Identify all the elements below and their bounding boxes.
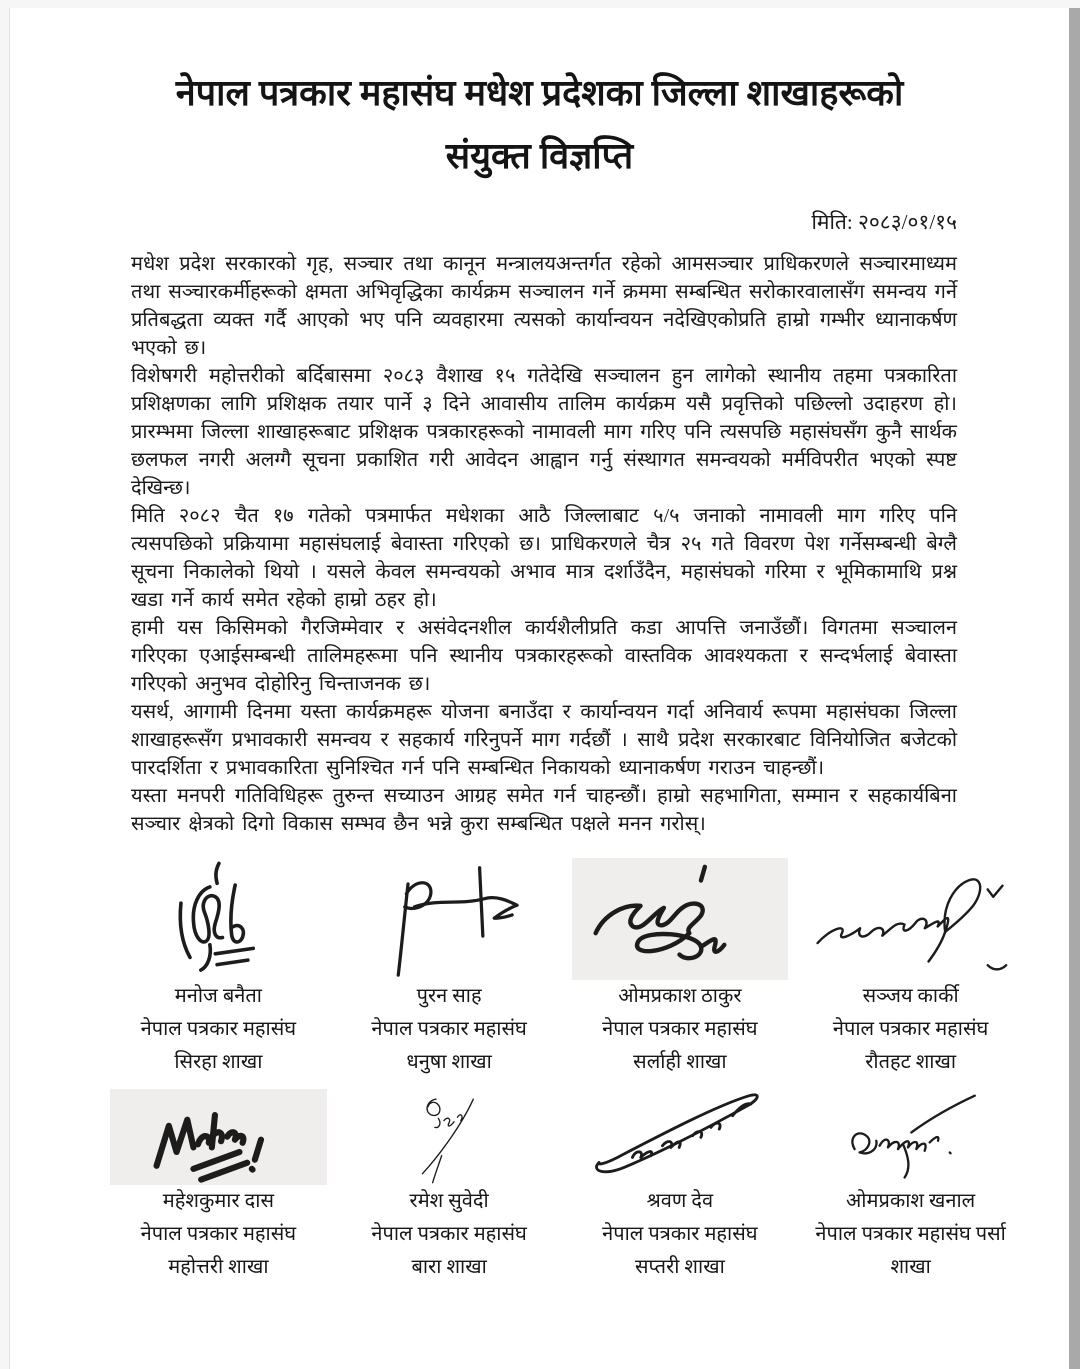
signatory-name: ओमप्रकाश ठाकुर [618,985,742,1007]
signatory-org: नेपाल पत्रकार महासंघ [602,1223,758,1245]
signatory-name: ओमप्रकाश खनाल [846,1190,976,1212]
signatory-name: महेशकुमार दास [162,1190,274,1212]
signatory-org: नेपाल पत्रकार महासंघ [832,1018,989,1040]
press-release-page [9,8,1069,1369]
signatory-block-sanjay-karki [802,858,1019,1079]
signatory-block-omprakash-thakur [572,858,789,1079]
signatory-branch: बारा शाखा [411,1256,487,1278]
signatory-block-manoj-baneita [110,858,327,1079]
viewer-top-margin [0,0,1080,8]
signature-section [110,858,1019,1284]
title-line-1: नेपाल पत्रकार महासंघ मधेश प्रदेशका जिल्ला शाखाहरूको [175,73,904,113]
signature-image-omprakash-thakur [572,858,789,980]
signatory-name: रमेश सुवेदी [409,1190,489,1212]
signatory-branch: धनुषा शाखा [406,1051,492,1073]
signatory-block-shravan-dev [572,1089,789,1284]
signatory-name: सञ्जय कार्की [862,985,959,1007]
paragraph-3: मिति २०८२ चैत १७ गतेको पत्रमार्फत मधेशका आठै जिल्लाबाट ५/५ जनाको नामावली माग गरिए पनि त्यसपछिको प्रक्रियामा महासंघलाई बेवास्ता गरिएको छ। प्राधिकरणले चैत्र २५ गते विवरण पेश गर्नेसम्बन्धी बेग्लै सूचना निकालेको थियो । यसले केवल समन्वयको अभाव मात्र दर्शाउँदैन, महासंघको गरिमा र भूमिकामाथि प्रश्न खडा गर्ने कार्य समेत रहेको हाम्रो ठहर हो। [131,505,957,611]
signatory-branch: सिरहा शाखा [174,1051,263,1073]
signature-image-sanjay-karki [802,858,1019,980]
signatory-block-maheshkumar-das [110,1089,327,1284]
signatory-branch: महोत्तरी शाखा [168,1256,269,1278]
signature-image-omprakash-khanal [802,1089,1019,1185]
page-title [50,62,1029,188]
signature-image-shravan-dev [572,1089,789,1185]
signatory-org: नेपाल पत्रकार महासंघ [140,1223,297,1245]
signatory-org: नेपाल पत्रकार महासंघ [371,1223,527,1245]
signatory-branch: सर्लाही शाखा [633,1051,727,1073]
signature-image-manoj-baneita [110,858,327,980]
viewer-left-margin [0,8,9,1369]
vertical-scrollbar[interactable] [1069,8,1080,1369]
signatory-name: मनोज बनैता [174,985,262,1007]
signatory-org: नेपाल पत्रकार महासंघ [602,1018,758,1040]
signatory-org: नेपाल पत्रकार महासंघ पर्सा [815,1223,1006,1245]
signatory-branch: रौतहट शाखा [865,1051,957,1073]
signatory-block-omprakash-khanal [802,1089,1019,1284]
paragraph-6: यस्ता मनपरी गतिविधिहरू तुरुन्त सच्याउन आग्रह समेत गर्न चाहन्छौं। हाम्रो सहभागिता, सम्मान र सहकार्यबिना सञ्चार क्षेत्रको दिगो विकास सम्भव छैन भन्ने कुरा सम्बन्धित पक्षले मनन गरोस्। [131,785,957,835]
paragraph-4: हामी यस किसिमको गैरजिम्मेवार र असंवेदनशील कार्यशैलीप्रति कडा आपत्ति जनाउँछौं। विगतमा सञ्चालन गरिएका एआईसम्बन्धी तालिमहरूमा पनि स्थानीय पत्रकारहरूको वास्तविक आवश्यकता र सन्दर्भलाई बेवास्ता गरिएको अनुभव दोहोरिनु चिन्ताजनक छ। [131,617,957,695]
paragraph-5: यसर्थ, आगामी दिनमा यस्ता कार्यक्रमहरू योजना बनाउँदा र कार्यान्वयन गर्दा अनिवार्य रूपमा महासंघका जिल्ला शाखाहरूसँग प्रभावकारी समन्वय र सहकार्य गरिनुपर्ने माग गर्दछौं । साथै प्रदेश सरकारबाट विनियोजित बजेटको पारदर्शिता र प्रभावकारिता सुनिश्चित गर्न पनि सम्बन्धित निकायको ध्यानाकर्षण गराउन चाहन्छौं। [131,701,957,779]
signatory-org: नेपाल पत्रकार महासंघ [140,1018,297,1040]
signature-image-ramesh-subedi [341,1089,558,1185]
paragraph-2: विशेषगरी महोत्तरीको बर्दिबासमा २०८३ वैशाख १५ गतेदेखि सञ्चालन हुन लागेको स्थानीय तहमा पत्रकारिता प्रशिक्षणका लागि प्रशिक्षक तयार पार्ने ३ दिने आवासीय तालिम कार्यक्रम यसै प्रवृत्तिको पछिल्लो उदाहरण हो। प्रारम्भमा जिल्ला शाखाहरूबाट प्रशिक्षक पत्रकारहरूको नामावली माग गरिए पनि त्यसपछि महासंघसँग कुनै सार्थक छलफल नगरी अलग्गै सूचना प्रकाशित गरी आवेदन आह्वान गर्नु संस्थागत समन्वयको मर्मविपरीत भएको स्पष्ट देखिन्छ। [131,365,957,499]
title-line-2: संयुक्त विज्ञप्ति [445,136,634,176]
signatory-block-puran-sah [341,858,558,1079]
date-line: मिति: २०८३/०१/१५ [811,210,957,234]
paragraph-1: मधेश प्रदेश सरकारको गृह, सञ्चार तथा कानून मन्त्रालयअन्तर्गत रहेको आमसञ्चार प्राधिकरणले सञ्चारमाध्यम तथा सञ्चारकर्मीहरूको क्षमता अभिवृद्धिका कार्यक्रम सञ्चालन गर्ने क्रममा सम्बन्धित सरोकारवालासँग समन्वय गर्ने प्रतिबद्धता व्यक्त गर्दै आएको भए पनि व्यवहारमा त्यसको कार्यान्वयन नदेखिएकोप्रति हाम्रो गम्भीर ध्यानाकर्षण भएको छ। [131,253,957,359]
signatory-name: पुरन साह [416,985,482,1007]
signatory-block-ramesh-subedi [341,1089,558,1284]
signatory-name: श्रवण देव [646,1190,714,1212]
signatory-branch: शाखा [890,1256,931,1278]
press-release-body [131,250,957,838]
signature-image-maheshkumar-das [110,1089,327,1185]
signatory-branch: सप्तरी शाखा [634,1256,725,1278]
signatory-org: नेपाल पत्रकार महासंघ [371,1018,527,1040]
signature-image-puran-sah [341,858,558,980]
